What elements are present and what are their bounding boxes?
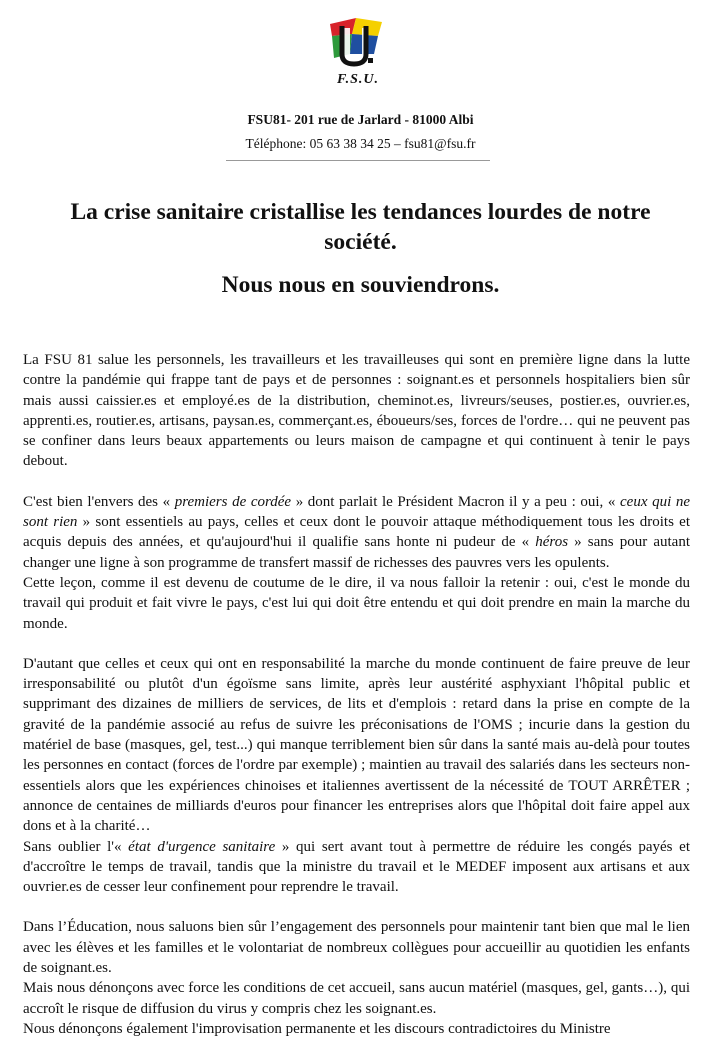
p5-text-1: Sans oublier l'« — [23, 838, 129, 855]
p2-quote-ceux: ceux qui ne sont rien — [23, 493, 690, 531]
document-body — [23, 350, 690, 1039]
paragraph-8: Nous dénonçons également l'improvisation permanente et les discours contradictoires du Ministre — [23, 1020, 611, 1037]
paragraph-7: Mais nous dénonçons avec force les conditions de cet accueil, sans aucun matériel (masques, gel, gants…), qui accroît le risque de diffusion du virus y compris chez les soignant.es. — [23, 980, 690, 1017]
document-title: La crise sanitaire cristallise les tendances lourdes de notre société. — [70, 199, 651, 255]
p2-text-2: » dont parlait le Président Macron il y a peu : oui, « — [291, 493, 620, 510]
p2-quote-heros: héros — [535, 534, 569, 551]
fsu-logo-icon — [322, 14, 392, 76]
p2-text-3: » sont essentiels au pays, celles et ceux dont le pouvoir attaque méthodiquement tous les droits et acquis depuis des années, et qu'aujourd'hui il qualifie sans honte ni pudeur de « — [23, 514, 690, 551]
paragraph-4: D'autant que celles et ceux qui ont en responsabilité la marche du monde continuent de faire preuve de leur irresponsabilité ou plutôt d'un égoïsme sans limite, après leur austérité asphyxiant l'hôpital public et supprimant des dizaines de milliers de services, de lits et d'emplois : retard dans la prise en compte de la gravité de la pandémie associé au refus de suivre les préconisations de l'OMS ; incurie dans la gestion du matériel de base (masques, gel, test...) qui manque terriblement bien sûr dans la santé mais au-delà pour toutes les personnes en contact (forces de l'ordre par exemple) ; maintien au travail des salariés dans les secteurs non-essentiels alors que les expériences chinoises et italiennes avertissent de la nécessité de TOUT ARRÊTER ; annonce de centaines de milliards d'euros pour financer les entreprises alors que l'hôpital doit faire appel aux dons et à la charité… — [23, 655, 690, 835]
paragraph-3: Cette leçon, comme il est devenu de coutume de le dire, il va nous falloir la retenir : oui, c'est le monde du travail qui produit et fait vivre le pays, c'est lui qui doit être entendu et qui doit prendre en main la marche du monde. — [23, 574, 690, 632]
paragraph-5 — [23, 837, 690, 898]
header-divider — [226, 160, 490, 161]
logo-text: F.S.U. — [337, 72, 379, 87]
document-subtitle: Nous nous en souviendrons. — [221, 272, 500, 298]
p5-quote-etat: état d'urgence sanitaire — [128, 838, 276, 855]
p5-text-2: » qui sert avant tout à permettre de réduire les congés payés et d'accroître le temps de travail, tandis que la ministre du travail et le MEDEF imposent aux artisans et aux ouvrier.es de cesser leur confinement pour reprendre le travail. — [23, 838, 690, 896]
p2-text-4: » sans pour autant changer une ligne à son programme de transfert massif de richesses des pauvres vers les opulents. — [23, 534, 690, 571]
p2-quote-premiers: premiers de cordée — [174, 493, 292, 510]
paragraph-6: Dans l’Éducation, nous saluons bien sûr l’engagement des personnels pour maintenir tant bien que mal le lien avec les élèves et les familles et le volontariat de nombreux collègues pour accueillir au quotidien les enfants de soignant.es. — [23, 919, 690, 977]
paragraph-2 — [23, 492, 690, 573]
header-address: FSU81- 201 rue de Jarlard - 81000 Albi — [247, 112, 474, 127]
header-phone: Téléphone: 05 63 38 34 25 – fsu81@fsu.fr — [245, 136, 476, 151]
p2-text-1: C'est bien l'envers des « — [23, 493, 175, 510]
paragraph-1: La FSU 81 salue les personnels, les travailleurs et les travailleuses qui sont en première ligne dans la lutte contre la pandémie qui frappe tant de pays et de personnes : soignant.es et personnels hospitaliers bien sûr mais aussi caissier.es et employé.es de la distribution, cheminot.es, livreurs/seuses, postier.es, ouvrier.es, apprenti.es, routier.es, artisans, paysan.es, commerçant.es, éboueurs/ses, forces de l'ordre… qui ne peuvent pas se confiner dans leurs beaux appartements ou leurs maison de campagne et qui continuent à tenir le pays debout. — [23, 352, 690, 470]
